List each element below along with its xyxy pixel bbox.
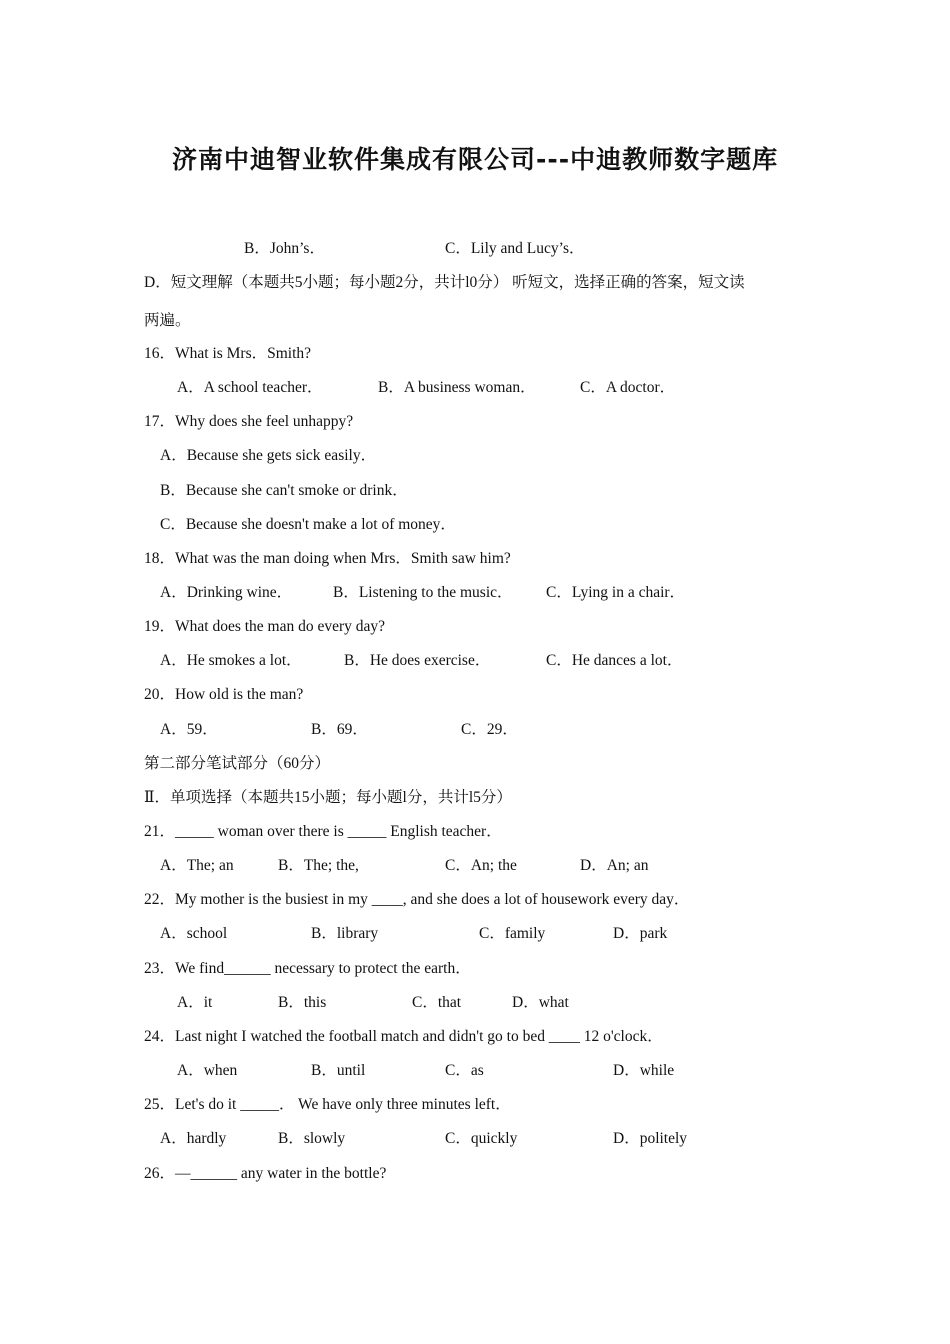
q25-option-c: C．quickly (445, 1130, 518, 1147)
q23-option-b: B．this (278, 994, 327, 1011)
q17-option-a: A．Because she gets sick easily． (160, 447, 377, 464)
q23-option-a: A．it (177, 994, 213, 1011)
section-two-heading: Ⅱ．单项选择（本题共15小题；每小题l分，共计l5分） (144, 789, 512, 806)
q24-option-b: B．until (311, 1062, 366, 1079)
q20-option-b: B．69． (311, 721, 368, 738)
q22-option-b: B．library (311, 925, 379, 942)
q20-option-a: A．59． (160, 721, 218, 738)
q16-option-b: B．A business woman． (378, 379, 536, 396)
q17-option-b: B．Because she can't smoke or drink． (160, 482, 408, 499)
q22-option-d: D．park (613, 925, 668, 942)
q16-option-c: C．A doctor． (580, 379, 676, 396)
q19-option-b: B．He does exercise． (344, 652, 491, 669)
q17-option-c: C．Because she doesn't make a lot of money． (160, 516, 456, 533)
q24-option-d: D．while (613, 1062, 675, 1079)
part-two-heading: 第二部分笔试部分（60分） (144, 755, 331, 772)
q18-option-c: C．Lying in a chair． (546, 584, 686, 601)
option-c: C．Lily and Lucy’s． (445, 240, 585, 257)
q19-option-c: C．He dances a lot． (546, 652, 683, 669)
q18-option-a: A．Drinking wine． (160, 584, 293, 601)
section-d-instructions-cont: 两遍。 (144, 312, 191, 329)
question-21: 21．_____ woman over there is _____ English teacher． (144, 823, 502, 840)
q21-option-d: D．An; an (580, 857, 649, 874)
q19-option-a: A．He smokes a lot． (160, 652, 302, 669)
question-22: 22．My mother is the busiest in my ____, and she does a lot of housework every day． (144, 891, 690, 908)
question-26: 26．—______ any water in the bottle? (144, 1165, 387, 1182)
q22-option-a: A．school (160, 925, 228, 942)
question-24: 24．Last night I watched the football match and didn't go to bed ____ 12 o'clock． (144, 1028, 663, 1045)
q20-option-c: C．29． (461, 721, 518, 738)
option-b: B．John’s． (244, 240, 325, 257)
q16-option-a: A．A school teacher． (177, 379, 323, 396)
question-19: 19．What does the man do every day? (144, 618, 386, 635)
question-20: 20．How old is the man? (144, 686, 304, 703)
q23-option-d: D．what (512, 994, 569, 1011)
question-17: 17．Why does she feel unhappy? (144, 413, 354, 430)
q25-option-d: D．politely (613, 1130, 688, 1147)
q21-option-c: C．An; the (445, 857, 517, 874)
q22-option-c: C．family (479, 925, 546, 942)
q23-option-c: C．that (412, 994, 462, 1011)
q21-option-a: A．The; an (160, 857, 234, 874)
question-25: 25．Let's do it _____． We have only three minutes left． (144, 1096, 511, 1113)
question-18: 18．What was the man doing when Mrs．Smith saw him? (144, 550, 511, 567)
q24-option-a: A．when (177, 1062, 238, 1079)
question-16: 16．What is Mrs．Smith? (144, 345, 312, 362)
q18-option-b: B．Listening to the music． (333, 584, 513, 601)
document-header-title: 济南中迪智业软件集成有限公司---中迪教师数字题库 (172, 145, 779, 174)
q25-option-b: B．slowly (278, 1130, 346, 1147)
q21-option-b: B．The; the, (278, 857, 359, 874)
section-d-instructions: D．短文理解（本题共5小题；每小题2分，共计l0分） 听短文，选择正确的答案，短文读 (144, 274, 745, 291)
q25-option-a: A．hardly (160, 1130, 227, 1147)
question-23: 23．We find______ necessary to protect the earth． (144, 960, 471, 977)
q24-option-c: C．as (445, 1062, 484, 1079)
